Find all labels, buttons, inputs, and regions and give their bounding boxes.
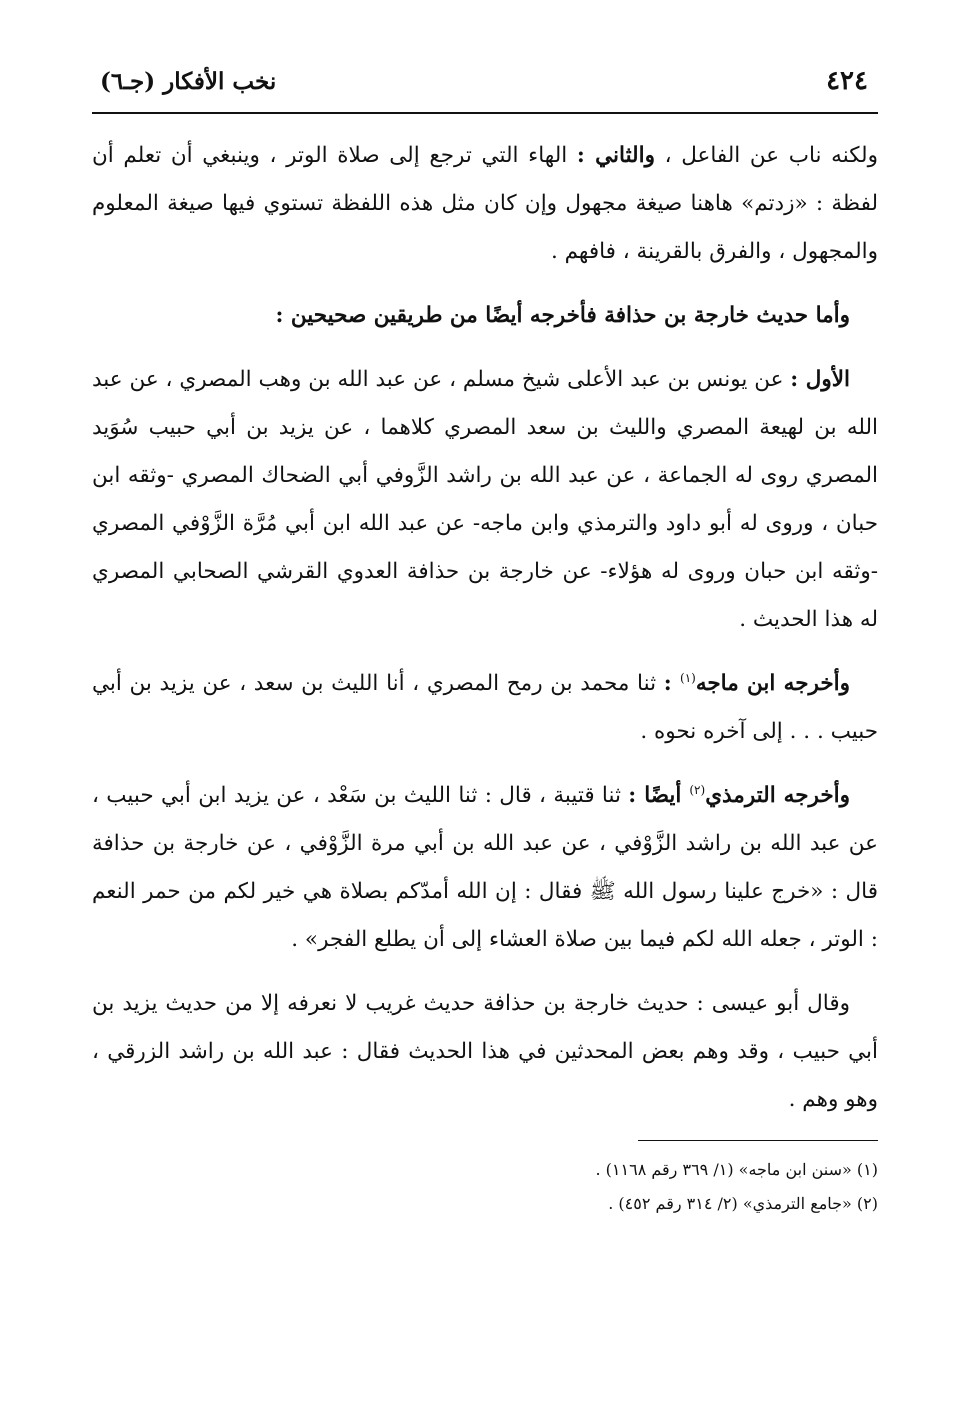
page-number: ٤٢٤ [826,66,868,96]
paragraph-5: وقال أبو عيسى : حديث خارجة بن حذافة حديث غريب لا نعرفه إلا من حديث يزيد بن أبي حبيب ، وقد وهم بعض المحدثين في هذا الحديث فقال : عبد الله بن راشد الزرقي ، وهو وهم . [92,991,878,1112]
page-header [92,56,878,114]
paragraph-4 [92,772,878,964]
footnote-ref-1[interactable]: (١) [680,670,696,685]
paragraph-1-text-a: ولكنه ناب عن الفاعل ، [654,143,878,168]
footnote-ref-2[interactable]: (٢) [689,782,706,797]
main-text [92,132,878,1124]
paragraph-2 [92,356,878,644]
paragraph-1 [92,132,878,276]
paragraph-3-bold: وأخرجه ابن ماجه [695,671,850,696]
book-page [92,56,878,1356]
paragraph-1-bold: والثاني : [576,143,655,168]
footnotes [92,1153,878,1221]
footnote-divider [638,1140,878,1141]
footnote-1: (١) «سنن ابن ماجه» (١/ ٣٦٩ رقم ١١٦٨) . [595,1160,878,1179]
running-title: نخب الأفكار (جـ٦) [100,68,277,95]
paragraph-3 [92,660,878,756]
paragraph-4-bold-2: أيضًا : [628,783,690,808]
paragraph-2-bold: الأول : [790,367,850,392]
footnote-2: (٢) «جامع الترمذي» (٢/ ٣١٤ رقم ٤٥٢) . [608,1194,878,1213]
section-heading: وأما حديث خارجة بن حذافة فأخرجه أيضًا من طريقين صحيحين : [275,303,850,328]
paragraph-2-text: عن يونس بن عبد الأعلى شيخ مسلم ، عن عبد الله بن وهب المصري ، عن عبد الله بن لهيعة المصري والليث بن سعد المصري كلاهما ، عن يزيد بن أبي حبيب سُوَيد المصري روى له الجماعة ، عن عبد الله بن راشد الزَّوفي أبي الضحاك المصري -وثقه ابن حبان ، وروى له أبو داود والترمذي وابن ماجه- عن عبد الله ابن أبي مُرَّة الزَّوْفي المصري -وثقه ابن حبان وروى له هؤلاء- عن خارجة بن حذافة العدوي القرشي الصحابي المصري له هذا الحديث . [92,367,878,632]
paragraph-3-colon: : [663,671,680,696]
paragraph-3-text: ثنا محمد بن رمح المصري ، أنا الليث بن سعد ، عن يزيد بن أبي حبيب . . . إلى آخره نحوه . [92,671,878,744]
paragraph-1-text-c: الهاء التي ترجع إلى صلاة الوتر ، وينبغي أن تعلم أن لفظة : «زدتم» هاهنا صيغة مجهول وإن كان مثل هذه اللفظة تستوي فيها صيغة المعلوم والمجهول ، والفرق بالقرينة ، فافهم . [92,143,878,264]
paragraph-4-text: ثنا قتيبة ، قال : ثنا الليث بن سَعْد ، عن يزيد ابن أبي حبيب ، عن عبد الله بن راشد الزَّوْفي ، عن عبد الله بن أبي مرة الزَّوْفي ، عن خارجة بن حذافة قال : «خرج علينا رسول الله ﷺ فقال : إن الله أمدّكم بصلاة هي خير لكم من حمر النعم : الوتر ، جعله الله لكم فيما بين صلاة العشاء إلى أن يطلع الفجر» . [92,783,878,952]
paragraph-4-bold: وأخرجه الترمذي [705,783,851,808]
